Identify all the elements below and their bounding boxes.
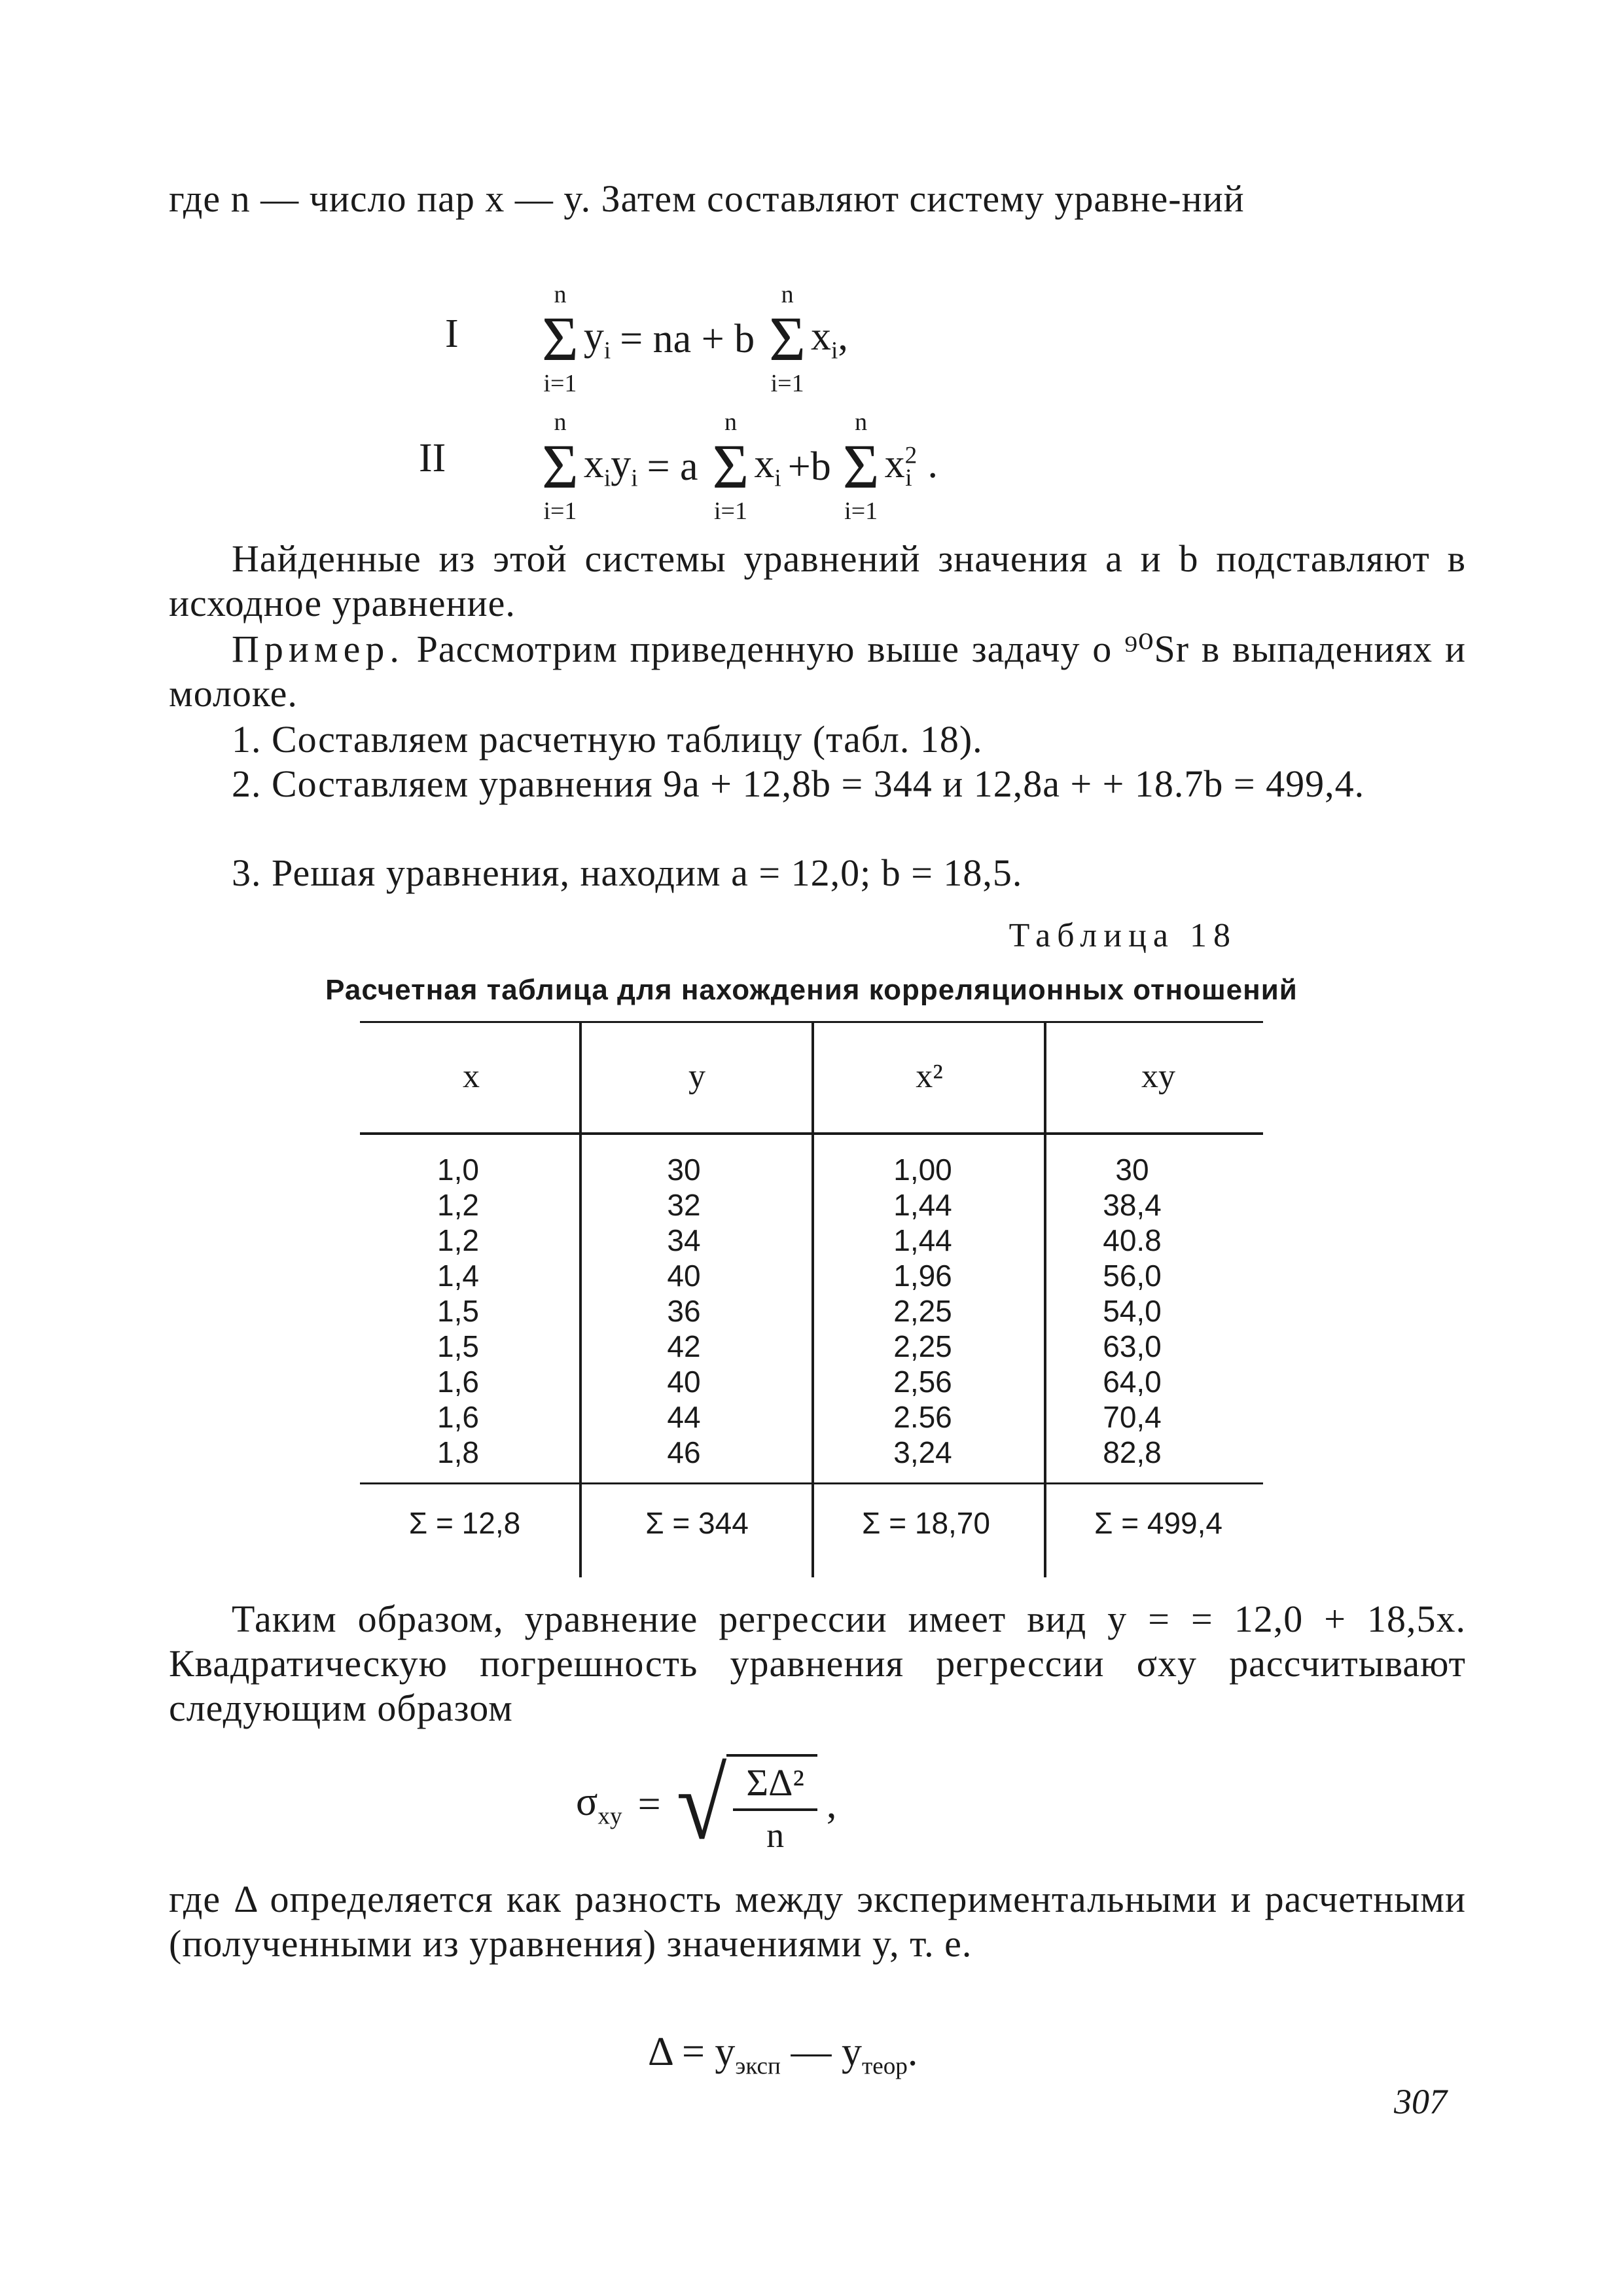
- table-cell: 2.56: [893, 1400, 952, 1434]
- column-x-squared: [825, 1152, 1021, 1470]
- eq1-label: I: [445, 312, 459, 356]
- eq2-term: $x_i$: [754, 441, 781, 492]
- sum-operator: [843, 409, 880, 524]
- table-cell: 1,6: [437, 1365, 479, 1399]
- fraction-numerator: ΣΔ²: [733, 1761, 817, 1811]
- equation-1: [537, 281, 848, 397]
- eq2-plus-b: +b: [787, 444, 831, 489]
- example-label: Пример.: [232, 628, 404, 670]
- page-number: 307: [1394, 2082, 1447, 2121]
- paragraph-regression: Таким образом, уравнение регрессии имеет вид y = = 12,0 + 18,5x. Квадратическую погрешность уравнения регрессии σxy рассчитывают следующим образом: [169, 1598, 1466, 1729]
- header-y: y: [688, 1058, 705, 1095]
- column-xy: [1034, 1152, 1230, 1470]
- sum-upper-limit: n: [554, 408, 567, 436]
- delta-tail: .: [907, 2030, 918, 2074]
- table-cell: 1,8: [437, 1435, 479, 1469]
- sqrt-contents: [726, 1754, 817, 1856]
- sigma-symbol: Σ: [542, 431, 579, 501]
- intro-text: где n — число пар x — y. Затем составляют систему уравне-ний: [169, 177, 1245, 220]
- table-cell: 42: [667, 1329, 701, 1363]
- sum-lower-limit: i=1: [543, 370, 577, 397]
- paragraph-delta-definition: где Δ определяется как разность между экспериментальными и расчетными (полученными из уравнения) значениями y, т. е.: [169, 1878, 1466, 1965]
- table-cell: 1,2: [437, 1188, 479, 1222]
- table-cell: 63,0: [1103, 1329, 1162, 1363]
- sqrt-symbol: √: [676, 1748, 727, 1861]
- eq1-rhs: $x_i$,: [811, 314, 848, 365]
- sum-upper-limit: n: [724, 408, 737, 436]
- sigma-lhs: $\sigma_{xy}$: [576, 1780, 622, 1830]
- header-x-squared: x²: [916, 1058, 943, 1095]
- column-y: [586, 1152, 782, 1470]
- table-cell: 2,56: [893, 1365, 952, 1399]
- table-cell: 1,5: [437, 1294, 479, 1328]
- eq2-rhs: $x^2_i$ .: [884, 441, 938, 492]
- sum-operator: [713, 409, 749, 524]
- delta-sub-exp: эксп: [735, 2053, 781, 2080]
- table-cell: 32: [667, 1188, 701, 1222]
- table-cell: 1,00: [893, 1153, 952, 1187]
- table-cell: 1,44: [893, 1223, 952, 1257]
- sum-lower-limit: i=1: [770, 370, 804, 397]
- sum-upper-limit: n: [781, 281, 794, 308]
- table-cell: 82,8: [1103, 1435, 1162, 1469]
- column-divider: [812, 1021, 814, 1577]
- sigma-symbol: Σ: [842, 431, 880, 501]
- table-cell: 1,5: [437, 1329, 479, 1363]
- table-cell: 40.8: [1103, 1223, 1162, 1257]
- table-cell: 36: [667, 1294, 701, 1328]
- table-cell: 3,24: [893, 1435, 952, 1469]
- eq2-label: II: [419, 436, 446, 480]
- delta-mid: — y: [780, 2030, 862, 2074]
- fraction-denominator: n: [766, 1816, 785, 1855]
- table-cell: 1,2: [437, 1223, 479, 1257]
- eq2-middle: = a: [647, 444, 698, 489]
- sum-lower-limit: i=1: [543, 497, 577, 525]
- table-cell: 1,96: [893, 1259, 952, 1293]
- sum-operator: [542, 281, 579, 397]
- sum-x-squared: Σ = 18,70: [862, 1506, 990, 1540]
- eq1-lhs: $y_i$: [583, 314, 611, 365]
- sum-y: Σ = 344: [645, 1506, 749, 1540]
- table-cell: 1,0: [437, 1153, 479, 1187]
- table-cell: 2,25: [893, 1294, 952, 1328]
- table-cell: 1,4: [437, 1259, 479, 1293]
- fraction: [733, 1761, 817, 1856]
- sum-operator: [769, 281, 806, 397]
- column-divider: [579, 1021, 582, 1577]
- correlation-table: [360, 1021, 1263, 1577]
- sum-lower-limit: i=1: [713, 497, 747, 525]
- delta-lhs: Δ = y: [648, 2030, 736, 2074]
- sigma-symbol: Σ: [712, 431, 749, 501]
- table-cell: 56,0: [1103, 1259, 1162, 1293]
- sum-operator: [542, 409, 579, 524]
- step-2: 2. Составляем уравнения 9a + 12,8b = 344 и 12,8a + + 18.7b = 499,4.: [232, 762, 1365, 805]
- paragraph-substitution: Найденные из этой системы уравнений значения a и b подставляют в исходное уравнение.: [169, 537, 1466, 624]
- sigma-formula: [576, 1748, 837, 1861]
- column-x: [360, 1152, 556, 1470]
- table-cell: 40: [667, 1365, 701, 1399]
- table-caption: Таблица 18: [1008, 917, 1237, 954]
- table-cell: 30: [1115, 1153, 1149, 1187]
- table-cell: 40: [667, 1259, 701, 1293]
- sigma-symbol: Σ: [769, 304, 806, 374]
- eq2-lhs: $x_iy_i$: [583, 441, 638, 492]
- table-cell: 1,6: [437, 1400, 479, 1434]
- table-cell: 64,0: [1103, 1365, 1162, 1399]
- header-xy: xy: [1141, 1058, 1175, 1095]
- example-text: Рассмотрим приведенную выше задачу о ⁹⁰Sr в выпадениях и молоке.: [169, 628, 1466, 715]
- delta-sub-theor: теор: [861, 2053, 908, 2080]
- sigma-symbol: Σ: [542, 304, 579, 374]
- delta-formula: [648, 2029, 918, 2080]
- example-paragraph: [169, 627, 1466, 716]
- sigma-tail: ,: [826, 1782, 837, 1827]
- table-cell: 46: [667, 1435, 701, 1469]
- table-cell: 54,0: [1103, 1294, 1162, 1328]
- table-cell: 38,4: [1103, 1188, 1162, 1222]
- sum-x: Σ = 12,8: [408, 1506, 521, 1540]
- step-3: 3. Решая уравнения, находим a = 12,0; b = 18,5.: [232, 852, 1023, 894]
- eq1-middle: = na + b: [620, 316, 755, 361]
- step-1: 1. Составляем расчетную таблицу (табл. 18).: [232, 718, 983, 761]
- table-cell: 1,44: [893, 1188, 952, 1222]
- table-cell: 30: [667, 1153, 701, 1187]
- table-cell: 70,4: [1103, 1400, 1162, 1434]
- sum-lower-limit: i=1: [844, 497, 878, 525]
- sigma-equals: =: [637, 1782, 661, 1827]
- equation-2: [537, 409, 938, 524]
- table-title: Расчетная таблица для нахождения корреляционных отношений: [325, 974, 1298, 1006]
- sum-xy: Σ = 499,4: [1094, 1506, 1222, 1540]
- table-cell: 44: [667, 1400, 701, 1434]
- sum-upper-limit: n: [554, 281, 567, 308]
- header-x: x: [463, 1058, 480, 1095]
- sum-upper-limit: n: [855, 408, 868, 436]
- table-cell: 2,25: [893, 1329, 952, 1363]
- table-cell: 34: [667, 1223, 701, 1257]
